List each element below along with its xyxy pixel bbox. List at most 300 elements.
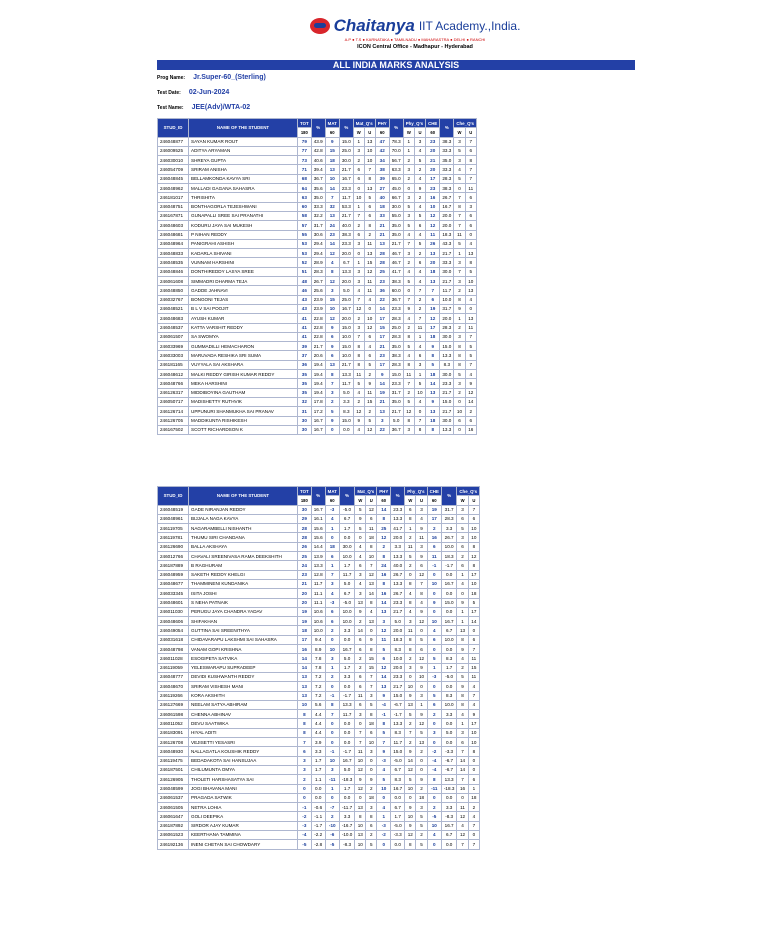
tot-marks: 55 [298, 230, 312, 239]
tot-pct: 22.8 [311, 314, 325, 323]
phy-marks: 12 [377, 663, 391, 672]
phy-wrong: 8 [405, 598, 416, 607]
tot-marks: 30 [298, 416, 312, 425]
che-wrong: 0 [454, 425, 465, 434]
student-name: S NEHA PATNAIK [189, 598, 298, 607]
phy-marks: 13 [377, 682, 391, 691]
stud-id: 246167502 [158, 425, 189, 434]
mat-wrong: 13 [355, 803, 366, 812]
mat-wrong: 11 [355, 691, 366, 700]
mat-pct: 15.0 [339, 323, 353, 332]
tot-pct: 10.6 [311, 607, 325, 616]
che-unattempted: 10 [468, 524, 479, 533]
stud-id: 246048670 [158, 682, 189, 691]
mat-unattempted: 2 [364, 407, 375, 416]
che-wrong: 3 [454, 156, 465, 165]
mat-pct: 23.3 [339, 184, 353, 193]
phy-marks: 4 [377, 803, 391, 812]
che-wrong: 3 [454, 332, 465, 341]
student-name: UPPUNURI SHANMUKHA SAI PRANAV [189, 407, 298, 416]
table-row [158, 146, 477, 155]
mat-unattempted: 11 [364, 239, 375, 248]
col-mat-pct: % [339, 119, 353, 138]
phy-unattempted: 12 [416, 570, 427, 579]
mat-marks: 23 [325, 230, 339, 239]
mat-unattempted: 6 [364, 332, 375, 341]
tot-marks: 14 [298, 654, 312, 663]
col-name: NAME OF THE STUDENT [189, 487, 298, 506]
che-pct: 10.0 [441, 635, 456, 644]
mat-wrong: 2 [355, 617, 366, 626]
mat-marks: 2 [325, 812, 339, 821]
tot-pct: -1.1 [311, 812, 325, 821]
mat-marks: 13 [325, 360, 339, 369]
che-unattempted: 2 [465, 407, 476, 416]
phy-wrong: 10 [405, 812, 416, 821]
col-phy-w: W [403, 128, 414, 137]
che-marks: 0 [427, 645, 441, 654]
tot-marks: 10 [298, 700, 312, 709]
mat-wrong: 4 [353, 388, 364, 397]
mat-pct: 21.7 [339, 165, 353, 174]
che-unattempted: 4 [468, 700, 479, 709]
stud-id: 246048535 [158, 258, 189, 267]
phy-pct: 5.0 [389, 416, 403, 425]
mat-unattempted: 12 [364, 323, 375, 332]
che-pct: 8.3 [441, 654, 456, 663]
mat-unattempted: 8 [366, 598, 377, 607]
mat-wrong: 4 [353, 425, 364, 434]
tot-pct: 15.6 [311, 533, 325, 542]
che-pct: 33.3 [440, 165, 454, 174]
tot-pct: 42.8 [311, 146, 325, 155]
student-name: KEERTHANA TAMMINA [189, 830, 298, 839]
student-name: CHAVALI SREENIVASA RAMA DEEKSHITH [189, 552, 298, 561]
mat-wrong: 7 [353, 211, 364, 220]
phy-wrong: 4 [405, 589, 416, 598]
che-wrong: 8 [454, 351, 465, 360]
phy-pct: 8.3 [391, 645, 405, 654]
mat-pct: 10.0 [339, 552, 354, 561]
student-name: VUYYALA SAI AKSHARA [189, 360, 298, 369]
che-pct: 30.0 [440, 416, 454, 425]
phy-wrong: 11 [405, 626, 416, 635]
phy-wrong: 2 [403, 174, 414, 183]
che-marks: -11 [427, 784, 441, 793]
mat-wrong: 5 [353, 379, 364, 388]
che-wrong: 4 [457, 710, 468, 719]
stud-id: 246119705 [158, 524, 189, 533]
phy-unattempted: 7 [414, 416, 425, 425]
tot-pct: 10.6 [311, 617, 325, 626]
tot-marks: 28 [298, 524, 312, 533]
mat-pct: 5.0 [339, 579, 354, 588]
phy-wrong: 3 [403, 425, 414, 434]
tot-marks: 29 [298, 514, 312, 523]
phy-unattempted: 5 [414, 211, 425, 220]
che-wrong: 0 [454, 184, 465, 193]
tot-marks: -1 [298, 803, 312, 812]
tot-marks: 17 [298, 635, 312, 644]
tot-marks: 0 [298, 784, 312, 793]
mat-wrong: 5 [355, 524, 366, 533]
phy-marks: -3 [377, 821, 391, 830]
mat-unattempted: 3 [366, 803, 377, 812]
phy-marks: 47 [375, 137, 389, 146]
report-title: ALL INDIA MARKS ANALYSIS [157, 60, 635, 70]
phy-unattempted: 2 [414, 193, 425, 202]
che-unattempted: 14 [468, 617, 479, 626]
table-row [158, 738, 480, 747]
tot-marks: 6 [298, 747, 312, 756]
phy-wrong: 7 [403, 295, 414, 304]
mat-marks: 10 [325, 174, 339, 183]
student-name: DEVU SAATWIKA [189, 719, 298, 728]
che-unattempted: 6 [468, 514, 479, 523]
phy-wrong: 0 [405, 672, 416, 681]
mat-unattempted: 8 [364, 221, 375, 230]
mat-marks: 18 [325, 156, 339, 165]
phy-wrong: 9 [403, 304, 414, 313]
phy-pct: 38.3 [389, 351, 403, 360]
che-pct: 0.0 [441, 607, 456, 616]
phy-marks: 5 [377, 775, 391, 784]
tot-marks: 63 [298, 193, 312, 202]
student-name: B RAGHURAM [189, 561, 298, 570]
che-marks: 6 [426, 295, 440, 304]
tot-pct: 36.7 [311, 174, 325, 183]
stud-id: 246048681 [158, 230, 189, 239]
col-mat: MAT [325, 119, 339, 128]
tot-pct: 16.1 [311, 514, 325, 523]
phy-unattempted: 6 [416, 645, 427, 654]
test-name-row [157, 104, 250, 111]
mat-marks: 4 [325, 258, 339, 267]
student-name: GUNAPALLI SREE SAI PRANATHI [189, 211, 298, 220]
che-pct: -1.7 [441, 561, 456, 570]
tot-marks: 36 [298, 360, 312, 369]
col-che-max: 60 [427, 496, 441, 505]
che-unattempted: 0 [468, 626, 479, 635]
table-row [158, 239, 477, 248]
student-name: MADDIKUNTA RISHIKESH [189, 416, 298, 425]
mat-marks: 3 [325, 286, 339, 295]
tot-marks: 52 [298, 258, 312, 267]
phy-wrong: 0 [405, 570, 416, 579]
phy-marks: 25 [377, 524, 391, 533]
phy-unattempted: 5 [416, 635, 427, 644]
che-marks: 3 [427, 728, 441, 737]
stud-id: 246048521 [158, 304, 189, 313]
table-row [158, 710, 480, 719]
col-tot-max: 180 [298, 128, 312, 137]
mat-unattempted: 6 [366, 821, 377, 830]
stud-id: 246033345 [158, 589, 189, 598]
che-marks: 18 [426, 416, 440, 425]
student-name: NAGARAMBELLI NISHANTH [189, 524, 298, 533]
student-name: P NIHAN REDDY [189, 230, 298, 239]
student-name: MIDDIBOYINA GAUTHAM [189, 388, 298, 397]
table-row [158, 323, 477, 332]
phy-pct: 25.0 [389, 323, 403, 332]
che-marks: 8 [426, 351, 440, 360]
phy-pct: 23.3 [391, 505, 405, 514]
student-name: KADARLA SHIVANI [189, 249, 298, 258]
student-name: CHIDAVARAPU LAKSHMI SAI SAHASRA [189, 635, 298, 644]
phy-wrong: 3 [403, 211, 414, 220]
phy-marks: 9 [377, 691, 391, 700]
phy-wrong: 9 [405, 691, 416, 700]
phy-marks: 14 [377, 672, 391, 681]
che-unattempted: 13 [465, 314, 476, 323]
mat-wrong: 6 [353, 174, 364, 183]
mat-unattempted: 5 [366, 840, 377, 849]
mat-unattempted: 4 [364, 295, 375, 304]
col-mat-u: U [364, 128, 375, 137]
tot-marks: 35 [298, 370, 312, 379]
che-marks: 10 [426, 202, 440, 211]
phy-pct: 8.3 [391, 775, 405, 784]
phy-marks: 8 [377, 719, 391, 728]
phy-wrong: 4 [403, 351, 414, 360]
tot-marks: 35 [298, 388, 312, 397]
mat-unattempted: 0 [364, 304, 375, 313]
phy-marks: -1 [377, 710, 391, 719]
phy-pct: 16.7 [391, 784, 405, 793]
mat-unattempted: 8 [364, 174, 375, 183]
che-unattempted: 17 [468, 570, 479, 579]
table-row [158, 672, 480, 681]
che-wrong: 2 [457, 663, 468, 672]
tot-marks: 13 [298, 682, 312, 691]
mat-wrong: 12 [353, 304, 364, 313]
che-wrong: 1 [457, 607, 468, 616]
mat-pct: 11.7 [339, 379, 353, 388]
mat-pct: -5.0 [339, 598, 354, 607]
phy-pct: -6.7 [391, 700, 405, 709]
mat-unattempted: 15 [366, 654, 377, 663]
phy-unattempted: 10 [414, 388, 425, 397]
che-pct: -6.7 [441, 756, 456, 765]
phy-marks: 27 [375, 184, 389, 193]
phy-wrong: 4 [403, 267, 414, 276]
che-pct: -5.0 [441, 672, 456, 681]
student-name: YELESWARAPU SUPRADEEP [189, 663, 298, 672]
che-unattempted: 7 [465, 174, 476, 183]
stud-id: 246048845 [158, 174, 189, 183]
che-wrong: 5 [457, 672, 468, 681]
col-tot: TOT [298, 487, 312, 496]
tot-pct: 4.4 [311, 710, 325, 719]
che-marks: 0 [427, 570, 441, 579]
mat-marks: 1 [325, 663, 339, 672]
che-unattempted: 5 [468, 598, 479, 607]
mat-unattempted: 0 [366, 756, 377, 765]
stud-id: 246126714 [158, 407, 189, 416]
che-pct: 6.7 [441, 830, 456, 839]
phy-pct: 28.3 [389, 314, 403, 323]
che-marks: 13 [426, 407, 440, 416]
tot-marks: 53 [298, 239, 312, 248]
table-body-1 [158, 137, 477, 435]
mat-pct: 53.3 [339, 202, 353, 211]
table-row [158, 589, 480, 598]
phy-wrong: 0 [403, 184, 414, 193]
mat-pct: 5.0 [339, 654, 354, 663]
mat-wrong: 7 [353, 295, 364, 304]
mat-marks: 7 [325, 710, 339, 719]
che-unattempted: 7 [468, 840, 479, 849]
phy-pct: -5.0 [391, 821, 405, 830]
col-che: CHE [427, 487, 441, 496]
student-name: BELLAMKONDA KAVYA SRI [189, 174, 298, 183]
stud-id: 246048603 [158, 221, 189, 230]
che-pct: 16.7 [440, 202, 454, 211]
che-wrong: 12 [457, 830, 468, 839]
col-phy: PHY [377, 487, 391, 496]
stud-id: 246048846 [158, 267, 189, 276]
mat-wrong: 9 [355, 514, 366, 523]
phy-marks: 8 [377, 579, 391, 588]
mat-unattempted: 6 [366, 514, 377, 523]
stud-id: 246187889 [158, 561, 189, 570]
table-row [158, 211, 477, 220]
phy-pct: 15.0 [391, 691, 405, 700]
phy-wrong: 14 [405, 756, 416, 765]
col-che-w: W [457, 496, 468, 505]
mat-unattempted: 15 [364, 258, 375, 267]
stud-id: 246011030 [158, 607, 189, 616]
mat-unattempted: 6 [364, 202, 375, 211]
mat-pct: 16.7 [339, 645, 354, 654]
mat-unattempted: 13 [364, 184, 375, 193]
che-unattempted: 6 [465, 221, 476, 230]
table-row [158, 524, 480, 533]
phy-wrong: 0 [405, 793, 416, 802]
phy-unattempted: 0 [416, 682, 427, 691]
table-row [158, 304, 477, 313]
tot-pct: 17.8 [311, 397, 325, 406]
che-marks: 16 [426, 193, 440, 202]
che-unattempted: 4 [465, 370, 476, 379]
phy-unattempted: 4 [414, 202, 425, 211]
che-unattempted: 1 [468, 784, 479, 793]
student-name: AYUSH KUMAR [189, 314, 298, 323]
che-marks: 8 [426, 425, 440, 434]
mat-pct: 8.3 [339, 407, 353, 416]
che-pct: 18.3 [441, 552, 456, 561]
phy-marks: 28 [375, 249, 389, 258]
mat-pct: 30.0 [339, 156, 353, 165]
phy-marks: 21 [375, 342, 389, 351]
table-row [158, 784, 480, 793]
table-row [158, 570, 480, 579]
phy-pct: 8.3 [391, 728, 405, 737]
mat-unattempted: 2 [366, 830, 377, 839]
mat-marks: 9 [325, 137, 339, 146]
phy-unattempted: 5 [416, 812, 427, 821]
student-name: ISITA JOSHI [189, 589, 298, 598]
phy-wrong: 5 [403, 221, 414, 230]
che-wrong: 3 [457, 728, 468, 737]
table-row [158, 156, 477, 165]
stud-id: 246048798 [158, 645, 189, 654]
che-pct: -18.3 [441, 784, 456, 793]
stud-id: 246033969 [158, 342, 189, 351]
phy-pct: 35.0 [389, 397, 403, 406]
che-unattempted: 11 [468, 672, 479, 681]
che-wrong: 12 [457, 812, 468, 821]
tot-marks: 20 [298, 589, 312, 598]
mat-wrong: 2 [353, 314, 364, 323]
tot-pct: 16.7 [311, 416, 325, 425]
phy-pct: 18.3 [391, 635, 405, 644]
mat-pct: -8.3 [339, 840, 354, 849]
tot-marks: 37 [298, 351, 312, 360]
phy-marks: 40 [375, 193, 389, 202]
stud-id: 246048961 [158, 514, 189, 523]
che-marks: -1 [427, 561, 441, 570]
phy-pct: 1.7 [391, 812, 405, 821]
mat-pct: 0.0 [339, 635, 354, 644]
mat-wrong: 1 [353, 258, 364, 267]
phy-marks: 9 [375, 370, 389, 379]
mat-pct: -18.3 [339, 775, 354, 784]
mat-unattempted: 5 [364, 416, 375, 425]
student-name: MALKI REDDY GIRISH KUMAR REDDY [189, 370, 298, 379]
phy-marks: 11 [377, 635, 391, 644]
che-marks: 19 [426, 304, 440, 313]
phy-unattempted: 9 [416, 607, 427, 616]
stud-id: 246119266 [158, 691, 189, 700]
che-pct: 0.0 [441, 719, 456, 728]
tot-pct: 8.9 [311, 645, 325, 654]
che-marks: 13 [426, 249, 440, 258]
che-unattempted: 16 [465, 425, 476, 434]
phy-marks: 22 [375, 425, 389, 434]
table-row [158, 277, 477, 286]
tot-pct: 22.8 [311, 323, 325, 332]
che-pct: -3.3 [441, 747, 456, 756]
table-row [158, 342, 477, 351]
date-value: 02-Jun-2024 [188, 89, 230, 96]
che-wrong: 11 [457, 803, 468, 812]
mat-marks: 12 [325, 249, 339, 258]
che-pct: 8.3 [440, 360, 454, 369]
che-unattempted: 6 [465, 416, 476, 425]
mat-wrong: 8 [355, 812, 366, 821]
phy-wrong: 8 [405, 579, 416, 588]
student-name: SCOTT RICHARDSON K [189, 425, 298, 434]
tot-marks: 73 [298, 156, 312, 165]
phy-unattempted: 4 [414, 397, 425, 406]
col-mat-w: W [353, 128, 364, 137]
stud-id: 246048777 [158, 672, 189, 681]
mat-unattempted: 10 [366, 552, 377, 561]
mat-wrong: 6 [353, 230, 364, 239]
mat-marks: 7 [325, 193, 339, 202]
col-mat-q: Mat_Q's [353, 119, 375, 128]
che-marks: 6 [427, 700, 441, 709]
che-unattempted: 10 [468, 728, 479, 737]
phy-pct: 63.3 [389, 165, 403, 174]
stud-id: 246061647 [158, 812, 189, 821]
table-row [158, 756, 480, 765]
che-marks: 5 [426, 360, 440, 369]
tot-marks: 13 [298, 672, 312, 681]
mat-pct: 15.0 [339, 342, 353, 351]
phy-marks: 21 [375, 397, 389, 406]
